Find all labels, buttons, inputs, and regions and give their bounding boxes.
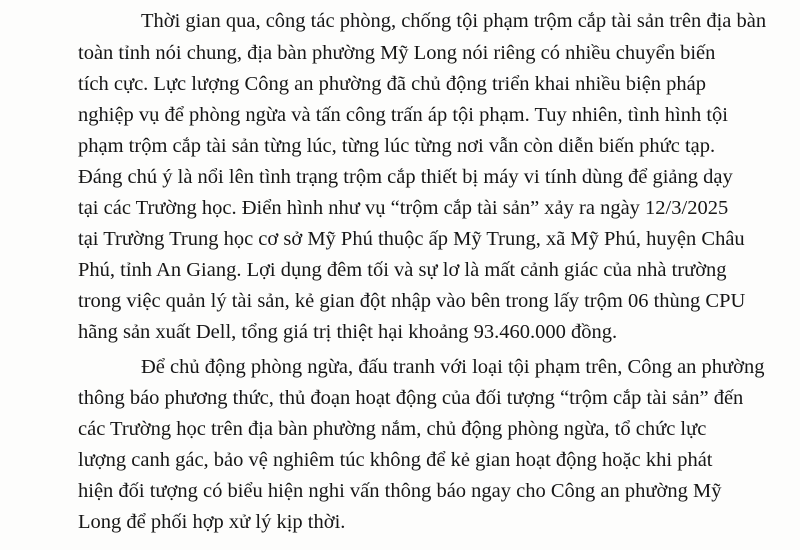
paragraph-1-line-11: hãng sản xuất Dell, tổng giá trị thiệt hại khoảng 93.460.000 đồng. — [78, 321, 618, 343]
paragraph-1-line-8: tại Trường Trung học cơ sở Mỹ Phú thuộc ấp Mỹ Trung, xã Mỹ Phú, huyện Châu — [78, 228, 745, 250]
paragraph-2-line-3: các Trường học trên địa bàn phường nắm, chủ động phòng ngừa, tổ chức lực — [78, 418, 707, 440]
paragraph-2-line-6: Long để phối hợp xử lý kịp thời. — [78, 511, 346, 533]
paragraph-1-line-6: Đáng chú ý là nổi lên tình trạng trộm cắp thiết bị máy vi tính dùng để giảng dạy — [78, 166, 733, 188]
paragraph-2-line-5: hiện đối tượng có biểu hiện nghi vấn thông báo ngay cho Công an phường Mỹ — [78, 480, 722, 502]
paragraph-1-line-3: tích cực. Lực lượng Công an phường đã chủ động triển khai nhiều biện pháp — [78, 73, 707, 95]
paragraph-1-line-9: Phú, tỉnh An Giang. Lợi dụng đêm tối và sự lơ là mất cảnh giác của nhà trường — [78, 259, 727, 281]
paragraph-2-line-4: lượng canh gác, bảo vệ nghiêm túc không để kẻ gian hoạt động hoặc khi phát — [78, 449, 713, 471]
paragraph-1-line-10: trong việc quản lý tài sản, kẻ gian đột nhập vào bên trong lấy trộm 06 thùng CPU — [78, 290, 746, 312]
paragraph-2-line-1: Để chủ động phòng ngừa, đấu tranh với loại tội phạm trên, Công an phường — [141, 356, 765, 378]
paragraph-2-line-2: thông báo phương thức, thủ đoạn hoạt động của đối tượng “trộm cắp tài sản” đến — [78, 387, 744, 409]
paragraph-1-line-5: phạm trộm cắp tài sản từng lúc, từng lúc từng nơi vẫn còn diễn biến phức tạp. — [78, 135, 716, 157]
paragraph-1-line-1: Thời gian qua, công tác phòng, chống tội phạm trộm cắp tài sản trên địa bàn — [141, 10, 767, 32]
paragraph-1-line-4: nghiệp vụ để phòng ngừa và tấn công trấn áp tội phạm. Tuy nhiên, tình hình tội — [78, 104, 728, 126]
paragraph-1-line-2: toàn tỉnh nói chung, địa bàn phường Mỹ Long nói riêng có nhiều chuyển biến — [78, 42, 716, 64]
paragraph-1-line-7: tại các Trường học. Điển hình như vụ “trộm cắp tài sản” xảy ra ngày 12/3/2025 — [78, 197, 729, 219]
